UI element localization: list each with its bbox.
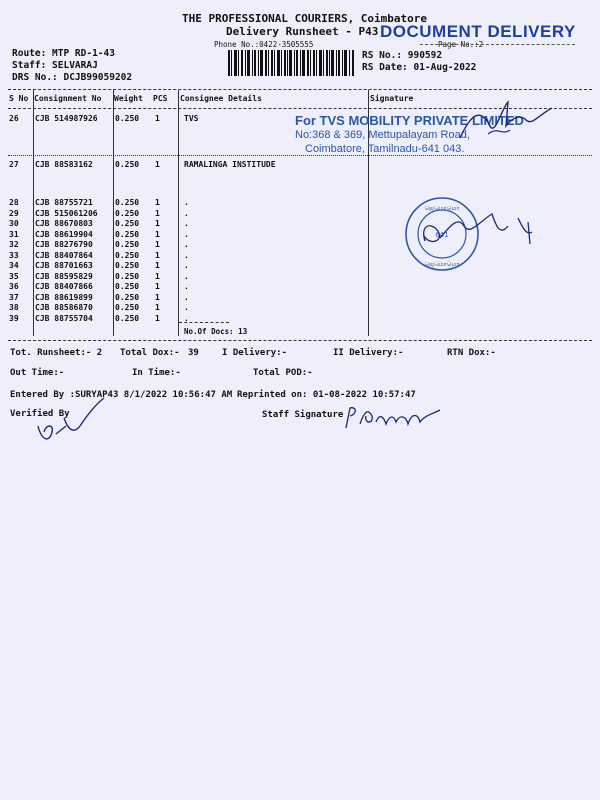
- row-pcs: 1: [155, 261, 160, 270]
- row-sno: 38: [9, 303, 19, 312]
- row-pcs: 1: [155, 313, 160, 323]
- row-pcs: 1: [155, 250, 160, 260]
- row-details: .: [184, 313, 189, 323]
- tvs-stamp-line3: Coimbatore, Tamilnadu-641 043.: [305, 143, 465, 155]
- rtn-dox: RTN Dox:-: [447, 348, 496, 358]
- row-consignment: CJB 88755721: [35, 198, 93, 207]
- row-weight: 0.250: [115, 313, 140, 323]
- row-weight: 0.250: [115, 114, 140, 123]
- row-sno: 34: [9, 261, 19, 270]
- ii-delivery: II Delivery:-: [333, 348, 404, 358]
- row-pcs: 1: [155, 198, 160, 207]
- row-details: .: [184, 292, 189, 302]
- row-sno: 26: [9, 114, 19, 123]
- row-details: .: [184, 219, 189, 228]
- row-pcs: 1: [155, 219, 160, 228]
- row-weight: 0.250: [115, 208, 140, 218]
- row-sno: 33: [9, 250, 19, 260]
- tvs-signature: [440, 96, 555, 146]
- row-consignment: CJB 88619904: [35, 229, 93, 239]
- table-row: [0, 160, 600, 170]
- row-details: .: [184, 261, 189, 270]
- row-details: .: [184, 303, 189, 312]
- row-consignment: CJB 88586870: [35, 303, 93, 312]
- total-dox-label: Total Dox:-: [120, 348, 180, 358]
- table-row: [0, 293, 600, 303]
- svg-text:ஜெமொமொ: ஜெமொமொ: [424, 261, 460, 268]
- row-pcs: 1: [155, 208, 160, 218]
- header-sno: S No: [9, 94, 29, 103]
- verified-by: Verified By: [10, 409, 70, 419]
- row-pcs: 1: [155, 240, 160, 249]
- page-number: Page No.:2: [438, 40, 484, 49]
- entered-by: Entered By :SURYAP43 8/1/2022 10:56:47 AM: [10, 390, 233, 400]
- row-sno: 32: [9, 240, 19, 249]
- row-pcs: 1: [155, 303, 160, 312]
- table-row: [0, 282, 600, 292]
- document-delivery-stamp: DOCUMENT DELIVERY: [380, 22, 576, 41]
- row-consignment: CJB 514987926: [35, 114, 98, 123]
- row-weight: 0.250: [115, 240, 140, 249]
- row-sno: 30: [9, 219, 19, 228]
- rs-date: RS Date: 01-Aug-2022: [362, 62, 477, 73]
- total-pod: Total POD:-: [253, 368, 313, 378]
- header-weight: Weight: [114, 94, 143, 103]
- row-weight: 0.250: [115, 292, 140, 302]
- row-weight: 0.250: [115, 198, 140, 207]
- row-sno: 39: [9, 313, 19, 323]
- row-sno: 36: [9, 282, 19, 291]
- tvs-stamp-line1: For TVS MOBILITY PRIVATE LIMITED: [295, 113, 524, 128]
- staff-signature: [342, 402, 447, 432]
- tot-runsheet: Tot. Runsheet:- 2: [10, 348, 103, 358]
- row-consignment: CJB 88670803: [35, 219, 93, 228]
- reprinted-on: Reprinted on: 01-08-2022 10:57:47: [237, 390, 416, 400]
- row-pcs: 1: [155, 160, 160, 169]
- total-dox-value: 39: [188, 348, 199, 358]
- company-name: THE PROFESSIONAL COURIERS, Coimbatore: [182, 12, 428, 25]
- barcode: [228, 50, 356, 76]
- no-of-docs: No.Of Docs: 13: [184, 327, 248, 336]
- svg-text:ஜெ‌ம‌ொ‌ம‌ொ: ஜெ‌ம‌ொ‌ம‌ொ: [424, 205, 460, 212]
- row-details: .: [184, 271, 189, 281]
- table-top-rule: [8, 89, 592, 90]
- row-weight: 0.250: [115, 229, 140, 239]
- i-delivery: I Delivery:-: [222, 348, 288, 358]
- row-consignment: CJB 88701663: [35, 261, 93, 270]
- row-sno: 29: [9, 208, 19, 218]
- row-pcs: 1: [155, 114, 160, 123]
- staff-label: Staff: SELVARAJ: [12, 60, 98, 71]
- row-details: TVS: [184, 114, 199, 123]
- runsheet-title: Delivery Runsheet - P43: [226, 25, 379, 38]
- row-sno: 28: [9, 198, 19, 207]
- header-pcs: PCS: [153, 94, 168, 103]
- row-pcs: 1: [155, 282, 160, 291]
- drs-number: DRS No.: DCJB99059202: [12, 72, 133, 83]
- stamp-underline: [420, 44, 575, 45]
- row-pcs: 1: [155, 292, 160, 302]
- row-consignment: CJB 88595829: [35, 271, 93, 281]
- company-seal: [400, 196, 560, 276]
- in-time: In Time:-: [132, 368, 181, 378]
- row-sno: 37: [9, 292, 19, 302]
- row-details: .: [184, 208, 189, 218]
- row-consignment: CJB 515061206: [35, 208, 98, 218]
- phone-number: Phone No.:0422-3505555: [214, 40, 314, 49]
- out-time: Out Time:-: [10, 368, 65, 378]
- row-weight: 0.250: [115, 261, 140, 270]
- route-label: Route: MTP RD-1-43: [12, 48, 115, 59]
- row-consignment: CJB 88407864: [35, 250, 93, 260]
- row-details: .: [184, 229, 189, 239]
- tvs-stamp-line2: No:368 & 369, Mettupalayam Road,: [295, 129, 470, 141]
- docs-rule: [179, 322, 229, 323]
- row-weight: 0.250: [115, 271, 140, 281]
- row-weight: 0.250: [115, 250, 140, 260]
- row-sno: 35: [9, 271, 19, 281]
- row-weight: 0.250: [115, 282, 140, 291]
- row-sno: 31: [9, 229, 19, 239]
- row-pcs: 1: [155, 271, 160, 281]
- staff-signature-label: Staff Signature: [262, 410, 344, 420]
- row-weight: 0.250: [115, 160, 140, 169]
- row-consignment: CJB 88619899: [35, 292, 93, 302]
- header-consignment: Consignment No: [34, 94, 102, 103]
- row-consignment: CJB 88755704: [35, 313, 93, 323]
- header-consignee: Consignee Details: [180, 94, 262, 103]
- row-details: .: [184, 240, 189, 249]
- row-rule: [8, 155, 592, 156]
- table-row: [0, 314, 600, 324]
- table-row: [0, 303, 600, 313]
- row-details: .: [184, 282, 189, 291]
- row-weight: 0.250: [115, 303, 140, 312]
- table-bottom-rule: [8, 340, 592, 341]
- row-pcs: 1: [155, 229, 160, 239]
- row-consignment: CJB 88276790: [35, 240, 93, 249]
- verifier-signature: [28, 396, 108, 451]
- row-weight: 0.250: [115, 219, 140, 228]
- row-details: RAMALINGA INSTITUDE: [184, 160, 276, 169]
- row-consignment: CJB 88407866: [35, 282, 93, 291]
- row-details: .: [184, 250, 189, 260]
- rs-number: RS No.: 990592: [362, 50, 443, 61]
- row-consignment: CJB 88583162: [35, 160, 93, 169]
- row-details: .: [184, 198, 189, 207]
- header-signature: Signature: [370, 94, 414, 103]
- svg-text:641: 641: [435, 231, 449, 239]
- row-sno: 27: [9, 160, 19, 169]
